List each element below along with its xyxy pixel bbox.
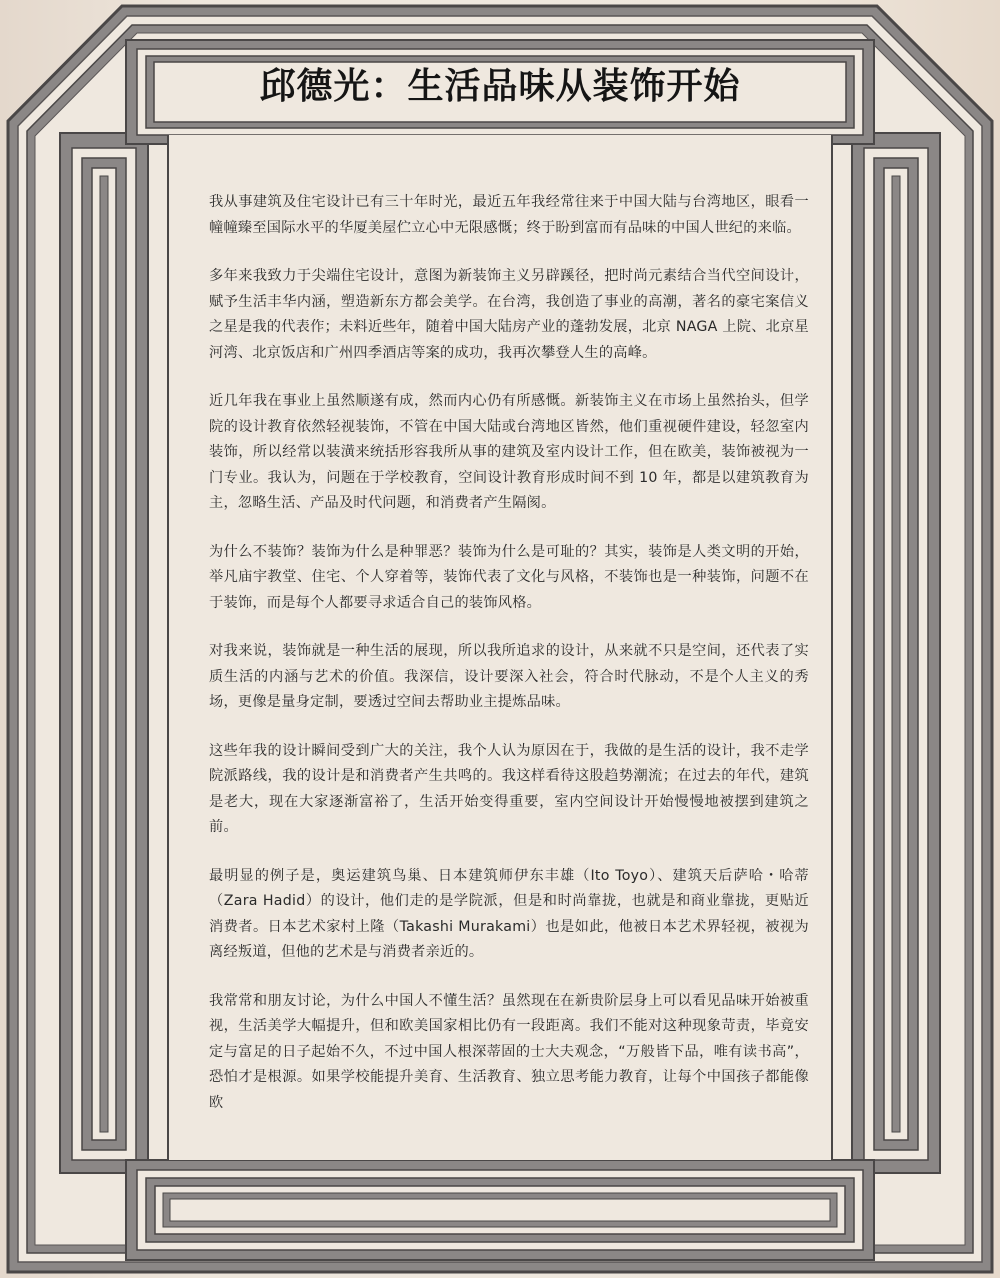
paragraph: 我常常和朋友讨论，为什么中国人不懂生活？虽然现在在新贵阶层身上可以看见品味开始被重视，生活美学大幅提升，但和欧美国家相比仍有一段距离。我们不能对这种现象苛责，毕竟安定与富足的日子起始不久，不过中国人根深蒂固的士大夫观念，“万般皆下品，唯有读书高”，恐怕才是根源。如果学校能提升美育、生活教育、独立思考能力教育，让每个中国孩子都能像欧 — [209, 992, 809, 1111]
paragraph: 最明显的例子是，奥运建筑鸟巢、日本建筑师伊东丰雄（Ito Toyo）、建筑天后萨哈・哈蒂（Zara Hadid）的设计，他们走的是学院派，但是和时尚靠拢，也就是和商业靠拢，更贴近消费者。日本艺术家村上隆（Takashi Murakami）也是如此，他被日本艺术界轻视，被视为离经叛道，但他的艺术是与消费者亲近的。 — [209, 867, 809, 960]
paragraph: 我从事建筑及住宅设计已有三十年时光，最近五年我经常往来于中国大陆与台湾地区，眼看一幢幢臻至国际水平的华厦美屋伫立心中无限感慨；终于盼到富而有品味的中国人世纪的来临。 — [209, 194, 809, 236]
paragraph: 近几年我在事业上虽然顺遂有成，然而内心仍有所感慨。新装饰主义在市场上虽然抬头，但学院的设计教育依然轻视装饰，不管在中国大陆或台湾地区皆然，他们重视硬件建设，轻忽室内装饰，所以经常以装潢来统括形容我所从事的建筑及室内设计工作，但在欧美，装饰被视为一门专业。我认为，问题在于学校教育，空间设计教育形成时间不到 10 年，都是以建筑教育为主，忽略生活、产品及时代问题，和消费者产生隔阂。 — [209, 393, 809, 511]
paragraph: 为什么不装饰？装饰为什么是种罪恶？装饰为什么是可耻的？其实，装饰是人类文明的开始，举凡庙宇教堂、住宅、个人穿着等，装饰代表了文化与风格，不装饰也是一种装饰，问题不在于装饰，而是每个人都要寻求适合自己的装饰风格。 — [209, 543, 809, 611]
page-title: 邱德光：生活品味从装饰开始 — [259, 66, 741, 107]
paragraph: 这些年我的设计瞬间受到广大的关注，我个人认为原因在于，我做的是生活的设计，我不走学院派路线，我的设计是和消费者产生共鸣的。我这样看待这股趋势潮流；在过去的年代，建筑是老大，现在大家逐渐富裕了，生活开始变得重要，室内空间设计开始慢慢地被摆到建筑之前。 — [209, 742, 809, 835]
paragraph: 多年来我致力于尖端住宅设计，意图为新装饰主义另辟蹊径，把时尚元素结合当代空间设计，赋予生活丰华内涵，塑造新东方都会美学。在台湾，我创造了事业的高潮，著名的豪宅案信义之星是我的代表作；未料近些年，随着中国大陆房产业的蓬勃发展，北京 NAGA 上院、北京星河湾、北京饭店和广州四季酒店等案的成功，我再次攀登人生的高峰。 — [209, 268, 809, 361]
paragraph: 对我来说，装饰就是一种生活的展现，所以我所追求的设计，从来就不只是空间，还代表了实质生活的内涵与艺术的价值。我深信，设计要深入社会，符合时代脉动，不是个人主义的秀场，更像是量身定制，要透过空间去帮助业主提炼品味。 — [209, 643, 809, 710]
article-body — [209, 190, 809, 1139]
